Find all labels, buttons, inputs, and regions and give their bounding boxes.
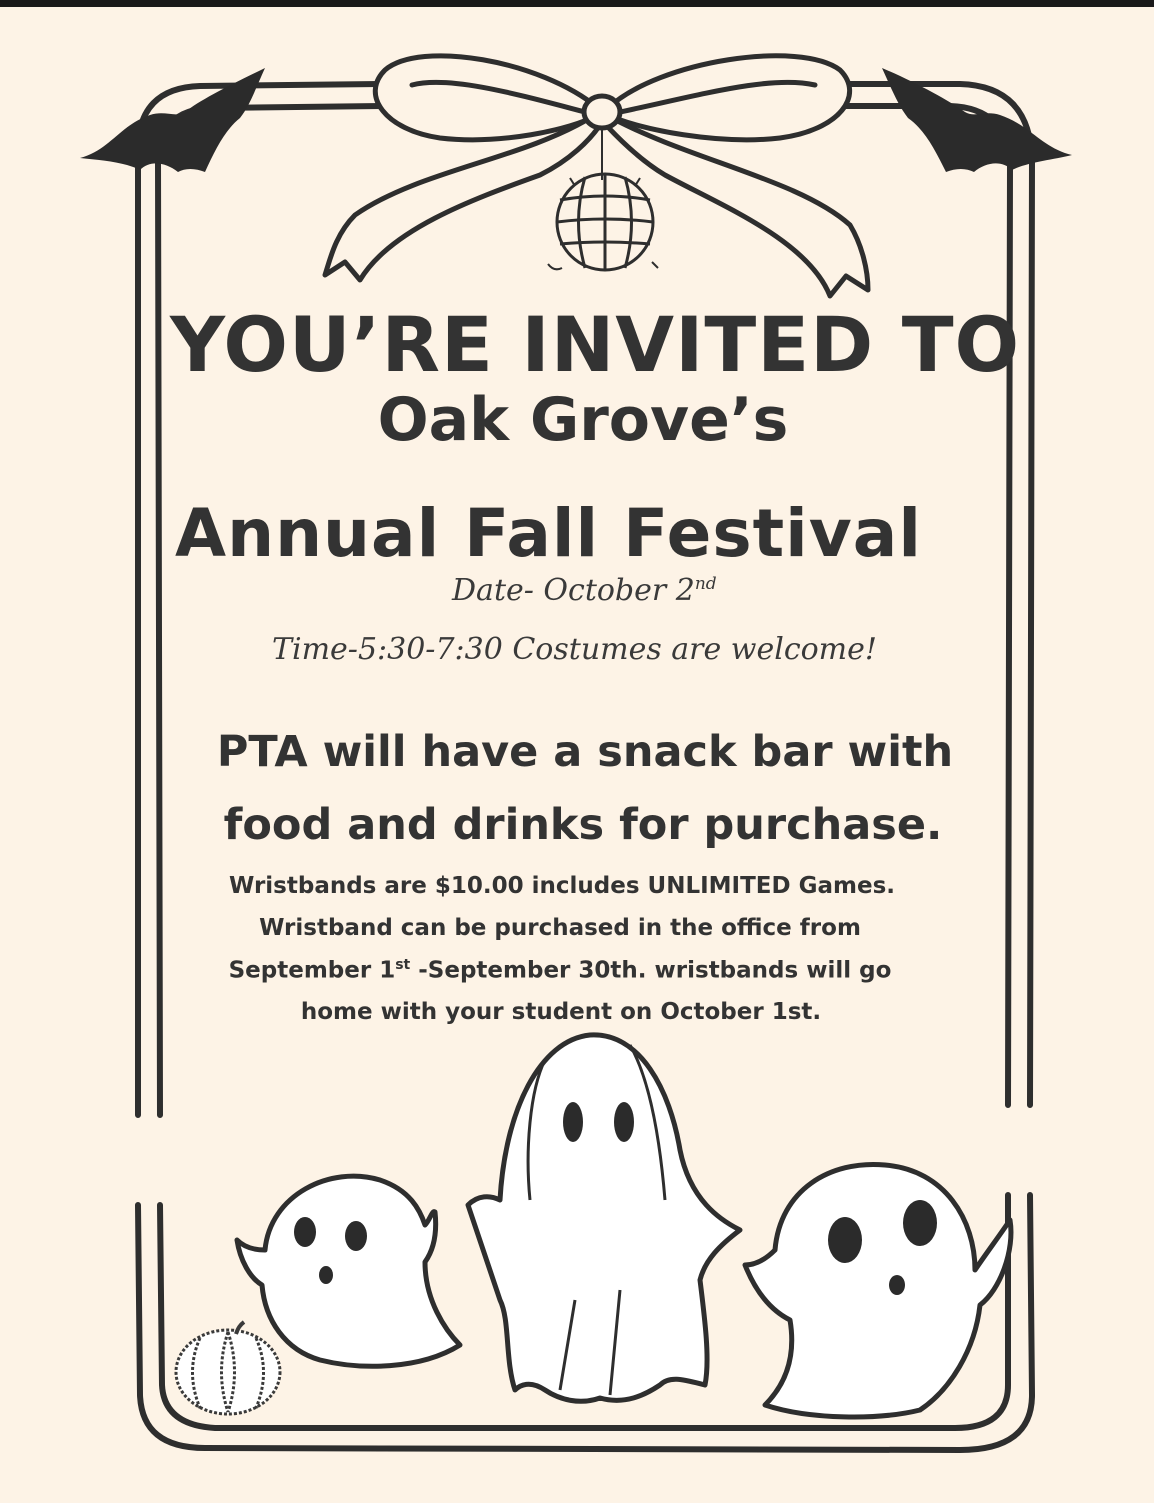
bat-icon	[80, 68, 265, 172]
wristband-line-1: Wristbands are $10.00 includes UNLIMITED Games.	[228, 873, 895, 899]
ghost-icon	[468, 1035, 740, 1401]
event-date-text: Date- October 2	[452, 573, 695, 608]
invite-heading: YOU’RE INVITED TO	[170, 300, 1021, 389]
school-name: Oak Grove’s	[377, 385, 789, 455]
snack-bar-line-1: PTA will have a snack bar with	[216, 727, 954, 777]
event-time: Time-5:30-7:30 Costumes are welcome!	[272, 632, 877, 667]
wristband-line-2: Wristband can be purchased in the office from	[259, 915, 861, 941]
event-title: Annual Fall Festival	[175, 495, 922, 572]
event-date	[452, 573, 717, 608]
wristband-line-3-end: -September 30th. wristbands will go	[410, 957, 892, 984]
wristband-line-3-start: September 1	[228, 957, 396, 984]
ghost-icon	[745, 1164, 1011, 1417]
wristband-line-3-sup: st	[395, 957, 411, 973]
event-date-suffix: nd	[694, 574, 717, 594]
pumpkin-icon	[176, 1322, 280, 1414]
wristband-line-3	[0, 957, 1120, 984]
snack-bar-line-2: food and drinks for purchase.	[223, 800, 943, 850]
ghost-icon	[237, 1176, 460, 1366]
wristband-line-4: home with your student on October 1st.	[300, 999, 822, 1025]
